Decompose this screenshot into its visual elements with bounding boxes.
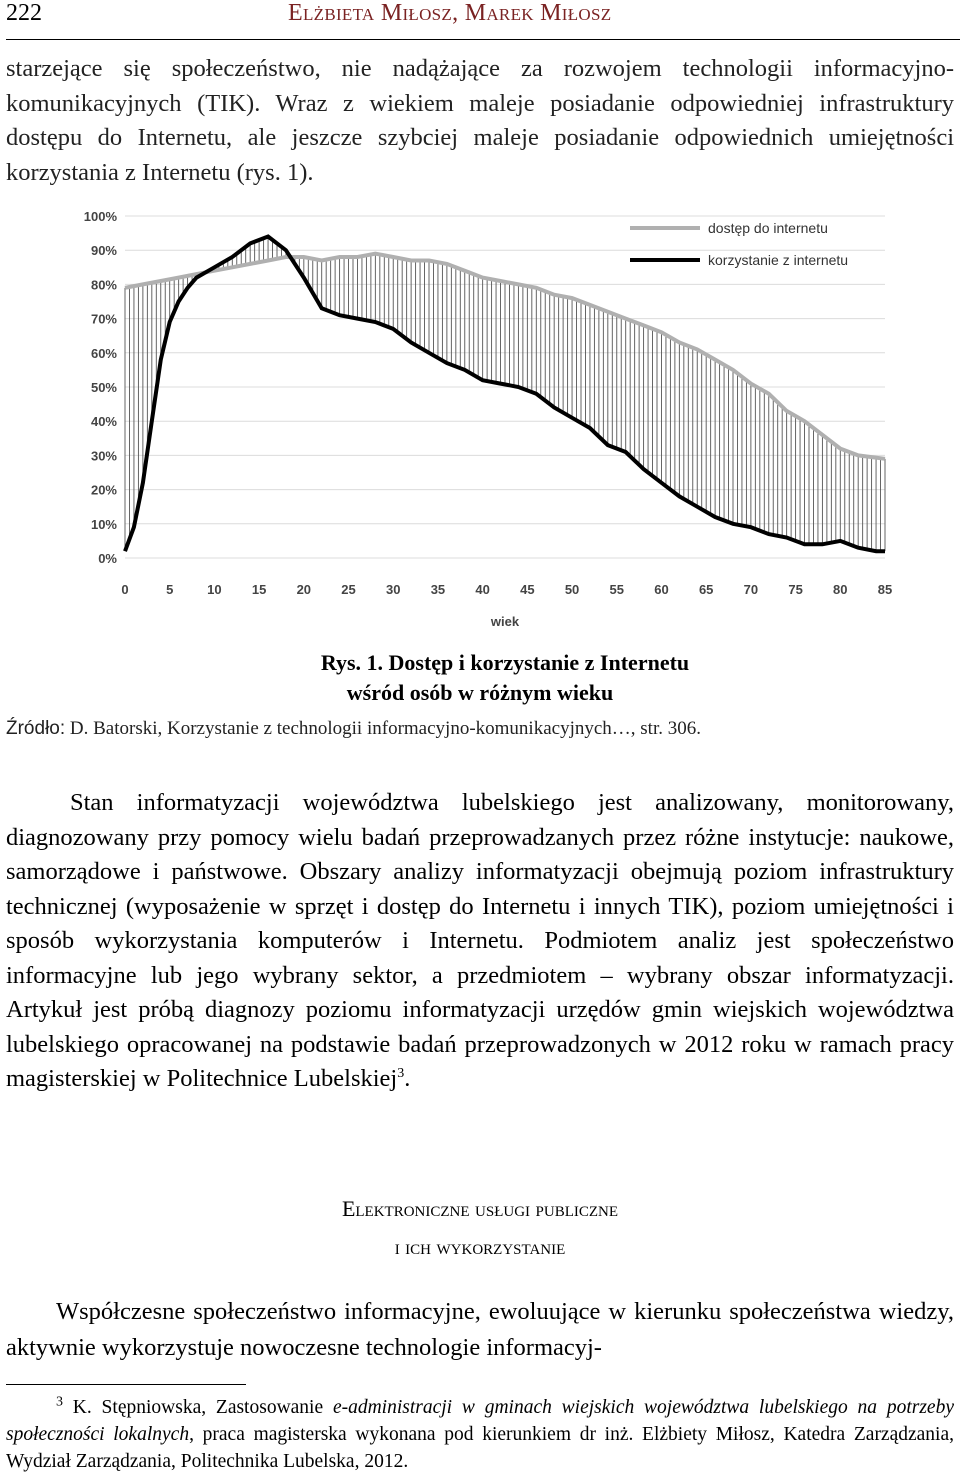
x-tick-label: 85 [877, 582, 893, 597]
page-header [0, 0, 960, 40]
source-text: D. Batorski, Korzystanie z technologii informacyjno-komunikacyjnych…, str. 306. [65, 718, 701, 739]
y-tick-label: 30% [90, 448, 117, 464]
y-tick-label: 50% [90, 380, 117, 395]
figure-caption-line2: wśród osób w różnym wieku [346, 680, 614, 705]
y-tick-label: 40% [90, 414, 117, 430]
y-tick-label: 90% [90, 243, 117, 259]
body-paragraph-end: . [404, 1065, 411, 1092]
footnote [6, 1394, 954, 1475]
body-paragraph [6, 786, 954, 1097]
x-tick-label: 70 [743, 582, 759, 597]
x-tick-label: 10 [207, 582, 222, 597]
x-tick-label: 5 [166, 582, 174, 597]
legend-label-access: dostęp do internetu [708, 220, 828, 236]
x-tick-label: 25 [341, 582, 356, 597]
internet-access-chart [50, 200, 910, 640]
footnote-mark: 3 [56, 1394, 63, 1410]
footnote-reference: 3 [397, 1065, 405, 1081]
footnote-author: K. Stępniowska, [63, 1397, 216, 1418]
x-tick-label: 65 [698, 582, 714, 597]
x-tick-label: 30 [386, 582, 401, 597]
x-tick-label: 0 [121, 582, 129, 597]
y-tick-label: 80% [90, 277, 117, 293]
y-tick-label: 100% [83, 209, 117, 224]
figure-source [6, 716, 701, 742]
page-number: 222 [6, 0, 42, 26]
y-tick-label: 70% [90, 311, 117, 327]
intro-paragraph: starzejące się społeczeństwo, nie nadążające za rozwojem technologii informacyjno-komunikacyjnych (TIK). Wraz z wiekiem maleje posiadanie odpowiedniej infrastruktury dostępu do Internetu, ale jeszcze szybciej maleje posiadanie odpowiednich umiejętności korzystania z Internetu (rys. 1). [6, 55, 954, 186]
running-head: Elżbieta Miłosz, Marek Miłosz [288, 0, 612, 26]
x-tick-label: 15 [251, 582, 267, 597]
y-tick-label: 60% [90, 345, 117, 361]
x-tick-label: 55 [609, 582, 624, 597]
x-tick-label: 35 [430, 582, 446, 597]
header-rule [6, 39, 960, 40]
x-tick-label: 75 [788, 582, 803, 597]
legend [630, 220, 848, 268]
x-tick-label: 80 [833, 582, 848, 597]
x-axis-label: wiek [490, 614, 520, 629]
section-paragraph: Współczesne społeczeństwo informacyjne, ewoluujące w kierunku społeczeństwa wiedzy, aktywnie wykorzystuje nowoczesne technologie informacyj- [6, 1298, 954, 1361]
footnote-title-plain: Zastosowanie [215, 1397, 333, 1418]
footnote-rest: , praca magisterska wykonana pod kierunkiem dr inż. Elżbiety Miłosz, Katedra Zarządzania, Wydział Zarządzania, Politechnika Lubelska, 2012. [6, 1424, 955, 1472]
x-tick-label: 60 [654, 582, 669, 597]
y-tick-label: 20% [90, 482, 117, 498]
x-tick-label: 20 [296, 582, 312, 597]
x-tick-label: 45 [520, 582, 535, 597]
figure-caption-line1: Rys. 1. Dostęp i korzystanie z Internetu [320, 650, 690, 675]
section-title-line1: Elektroniczne usługi publiczne [341, 1196, 619, 1221]
y-axis-ticks [84, 209, 118, 566]
body-paragraph-text: Stan informatyzacji województwa lubelskiego jest analizowany, monitorowany, diagnozowany przy pomocy wielu badań przeprowadzanych przez różne instytucje: naukowe, samorządowe i państwowe. Obszary analizy informatyzacji obejmują poziom infrastruktury technicznej (wyposażenie w sprzęt i dostęp do Internetu i innych TIK), poziom umiejętności i sposób wykorzystania komputerów i Internetu. Podmiotem analiz jest społeczeństwo informacyjne lub jego wybrany sektor, a przedmiotem – wybrany obszar informatyzacji. Artykuł jest próbą diagnozy poziomu informatyzacji urzędów gmin wiejskich województwa lubelskiego opracowanej na podstawie badań przeprowadzonych w 2012 roku w ramach pracy magisterskiej w Politechnice Lubelskiej [6, 789, 954, 1092]
legend-label-usage: korzystanie z internetu [708, 252, 849, 268]
x-tick-label: 40 [475, 582, 490, 597]
y-tick-label: 0% [98, 551, 117, 566]
source-label: Źródło: [6, 718, 66, 739]
y-tick-label: 10% [90, 516, 117, 532]
x-tick-label: 50 [564, 582, 580, 597]
footnote-rule [6, 1384, 246, 1385]
footnote-title-italic: e-administracji w gminach wiejskich województwa lubelskiego na potrzeby społeczności lokalnych [6, 1397, 954, 1445]
section-title-line2: i ich wykorzystanie [394, 1234, 566, 1259]
x-axis-ticks [121, 582, 892, 597]
